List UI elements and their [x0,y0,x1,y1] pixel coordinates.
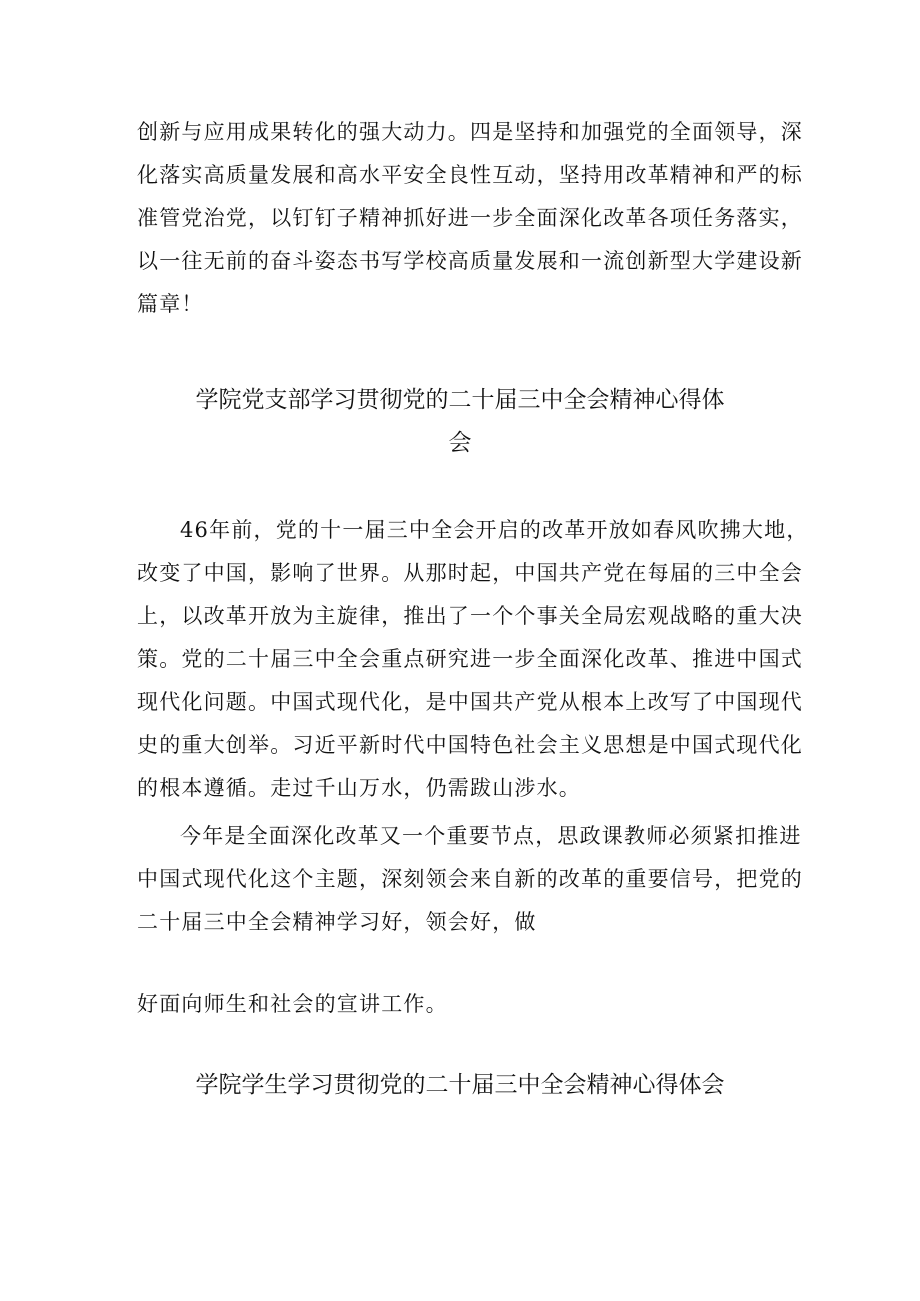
text-line: 篇章！ [137,292,204,316]
text-line: 今年是全面深化改革又一个重要节点，思政课教师必须紧扣推进 [180,824,802,848]
section-title-line1: 学院党支部学习贯彻党的二十届三中全会精神心得体 [195,387,725,413]
text-line: 现代化问题。中国式现代化，是中国共产党从根本上改写了中国现代 [137,690,803,714]
text-line: 上，以改革开放为主旋律，推出了一个个事关全局宏观战略的重大决 [137,604,803,628]
text-line: 创新与应用成果转化的强大动力。四是坚持和加强党的全面领导，深 [137,120,803,144]
text-line: 以一往无前的奋斗姿态书写学校高质量发展和一流创新型大学建设新 [137,249,803,273]
section-title-line2: 会 [448,430,472,456]
text-line: 46年前，党的十一届三中全会开启的改革开放如春风吹拂大地， [180,518,809,542]
text-line: 策。党的二十届三中全会重点研究进一步全面深化改革、推进中国式 [137,647,803,671]
text-line: 化落实高质量发展和高水平安全良性互动，坚持用改革精神和严的标 [137,163,803,187]
text-line: 好面向师生和社会的宣讲工作。 [137,992,448,1016]
section2-title: 学院学生学习贯彻党的二十届三中全会精神心得体会 [195,1072,725,1098]
text-line: 史的重大创举。习近平新时代中国特色社会主义思想是中国式现代化 [137,733,803,757]
text-line: 准管党治党，以钉钉子精神抓好进一步全面深化改革各项任务落实， [137,206,803,230]
text-line: 中国式现代化这个主题，深刻领会来自新的改革的重要信号，把党的 [137,867,803,891]
text-line: 二十届三中全会精神学习好，领会好，做 [137,910,537,934]
text-line: 改变了中国，影响了世界。从那时起，中国共产党在每届的三中全会 [137,561,803,585]
text-line: 的根本遵循。走过千山万水，仍需跋山涉水。 [137,776,581,800]
